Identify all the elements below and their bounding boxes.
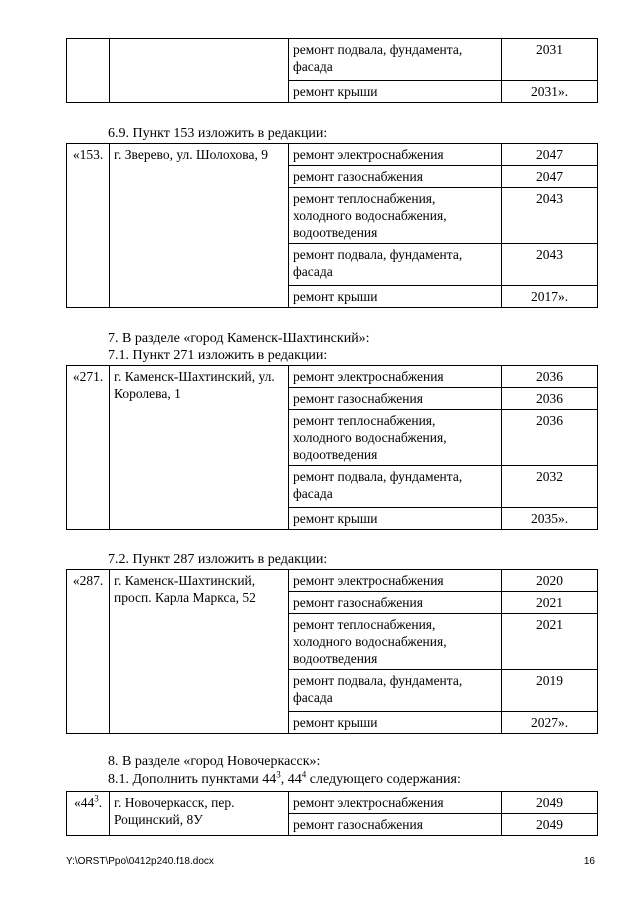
- year-cell: 2036: [502, 388, 598, 410]
- work-cell: ремонт электроснабжения: [289, 792, 502, 814]
- superscript: 4: [301, 769, 307, 780]
- superscript: 3: [94, 793, 99, 804]
- work-cell: ремонт подвала, фундамента, фасада: [289, 39, 502, 81]
- item-number-tail: .: [98, 795, 103, 810]
- work-cell: ремонт крыши: [289, 286, 502, 308]
- table-item-153: [66, 143, 598, 308]
- work-cell: ремонт подвала, фундамента, фасада: [289, 466, 502, 508]
- year-cell: 2036: [502, 410, 598, 466]
- page-number: 16: [583, 856, 595, 867]
- work-cell: ремонт газоснабжения: [289, 388, 502, 410]
- work-cell: ремонт крыши: [289, 712, 502, 734]
- paragraph-8-1-text-c: следующего содержания:: [306, 772, 461, 787]
- address-cell: г. Новочеркасск, пер. Рощинский, 8У: [110, 792, 289, 836]
- year-cell: 2019: [502, 670, 598, 712]
- item-number: «44: [73, 795, 95, 810]
- address-cell: [110, 39, 289, 103]
- work-cell: ремонт электроснабжения: [289, 144, 502, 166]
- work-cell: ремонт газоснабжения: [289, 592, 502, 614]
- item-number-cell: «153.: [67, 144, 110, 308]
- table-item-287: [66, 569, 598, 734]
- address-cell: г. Каменск-Шахтинский, ул. Королева, 1: [110, 366, 289, 530]
- year-cell: 2032: [502, 466, 598, 508]
- year-cell: 2047: [502, 166, 598, 188]
- work-cell: ремонт теплоснабжения, холодного водоснабжения, водоотведения: [289, 188, 502, 244]
- address-cell: г. Зверево, ул. Шолохова, 9: [110, 144, 289, 308]
- superscript: 3: [276, 769, 281, 780]
- paragraph-8-1: [108, 771, 461, 788]
- year-cell: 2021: [502, 614, 598, 670]
- item-number-cell: [67, 39, 110, 103]
- table-row: [67, 39, 598, 81]
- work-cell: ремонт электроснабжения: [289, 570, 502, 592]
- year-cell: 2043: [502, 188, 598, 244]
- year-cell: 2049: [502, 814, 598, 836]
- work-cell: ремонт электроснабжения: [289, 366, 502, 388]
- item-number-cell: «271.: [67, 366, 110, 530]
- work-cell: ремонт теплоснабжения, холодного водоснабжения, водоотведения: [289, 614, 502, 670]
- paragraph-7: 7. В разделе «город Каменск-Шахтинский»:: [108, 331, 370, 346]
- year-cell: 2027».: [502, 712, 598, 734]
- item-number-cell: [67, 792, 110, 836]
- year-cell: 2017».: [502, 286, 598, 308]
- work-cell: ремонт газоснабжения: [289, 814, 502, 836]
- paragraph-7-2: 7.2. Пункт 287 изложить в редакции:: [108, 552, 328, 567]
- year-cell: 2035».: [502, 508, 598, 530]
- paragraph-8: 8. В разделе «город Новочеркасск»:: [108, 754, 321, 769]
- work-cell: ремонт подвала, фундамента, фасада: [289, 670, 502, 712]
- paragraph-7-1: 7.1. Пункт 271 изложить в редакции:: [108, 348, 328, 363]
- year-cell: 2036: [502, 366, 598, 388]
- footer-file-path: Y:\ORST\Ppo\0412p240.f18.docx: [66, 856, 214, 867]
- year-cell: 2021: [502, 592, 598, 614]
- table-row: [67, 792, 598, 814]
- table-item-44-3: [66, 791, 598, 836]
- year-cell: 2043: [502, 244, 598, 286]
- paragraph-8-1-text-a: 8.1. Дополнить пунктами 44: [108, 772, 277, 787]
- address-cell: г. Каменск-Шахтинский, просп. Карла Маркса, 52: [110, 570, 289, 734]
- table-item-271: [66, 365, 598, 530]
- paragraph-6-9: 6.9. Пункт 153 изложить в редакции:: [108, 126, 328, 141]
- work-cell: ремонт подвала, фундамента, фасада: [289, 244, 502, 286]
- year-cell: 2031».: [502, 81, 598, 103]
- paragraph-8-1-text-b: , 44: [280, 772, 302, 787]
- item-number-cell: «287.: [67, 570, 110, 734]
- work-cell: ремонт крыши: [289, 81, 502, 103]
- year-cell: 2049: [502, 792, 598, 814]
- year-cell: 2020: [502, 570, 598, 592]
- work-cell: ремонт теплоснабжения, холодного водоснабжения, водоотведения: [289, 410, 502, 466]
- table-row: [67, 144, 598, 166]
- table-continuation: [66, 38, 598, 103]
- table-row: [67, 366, 598, 388]
- work-cell: ремонт крыши: [289, 508, 502, 530]
- year-cell: 2047: [502, 144, 598, 166]
- year-cell: 2031: [502, 39, 598, 81]
- table-row: [67, 570, 598, 592]
- work-cell: ремонт газоснабжения: [289, 166, 502, 188]
